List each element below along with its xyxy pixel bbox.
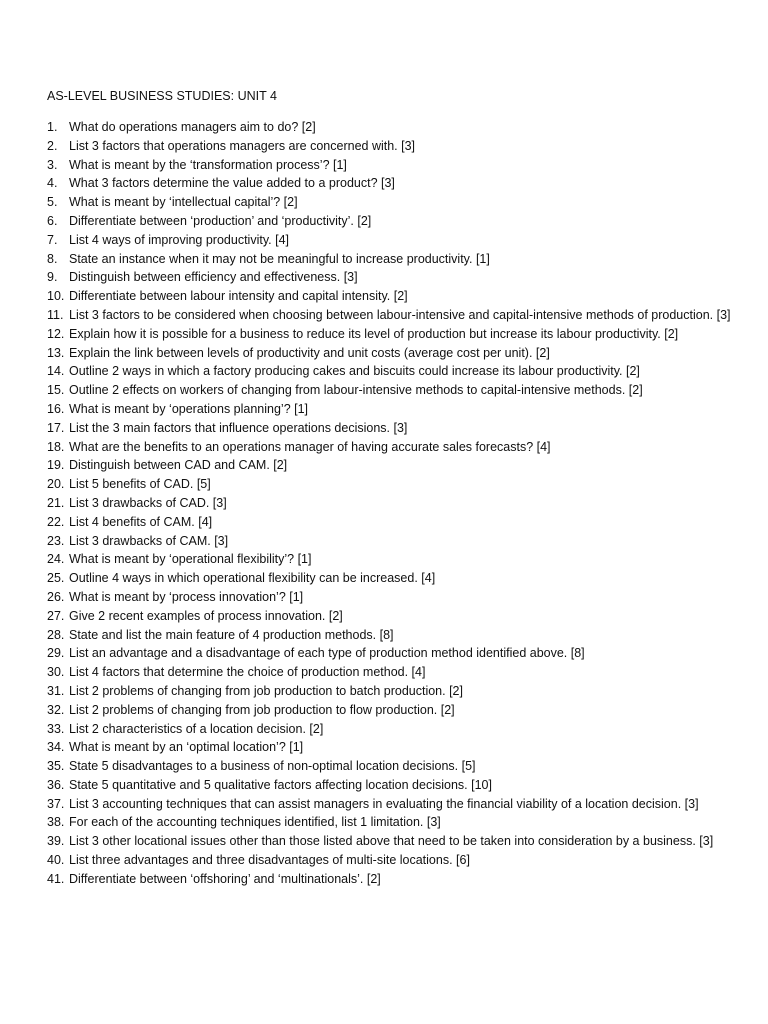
question-item [47, 607, 737, 626]
question-text: List 3 drawbacks of CAM. [3] [69, 533, 229, 548]
question-item [47, 588, 737, 607]
question-number: 39. [47, 834, 65, 849]
question-text: Distinguish between CAD and CAM. [2] [69, 458, 288, 473]
question-number: 13. [47, 345, 65, 360]
question-number: 30. [47, 665, 65, 680]
question-text: List 3 factors to be considered when choosing between labour-intensive and capital-intensive methods of production. [3] [69, 307, 731, 322]
question-item [47, 776, 737, 795]
question-text: What are the benefits to an operations manager of having accurate sales forecasts? [4] [69, 439, 551, 454]
question-text: List three advantages and three disadvantages of multi-site locations. [6] [69, 853, 470, 868]
question-text: List 3 factors that operations managers are concerned with. [3] [69, 138, 416, 153]
question-text: List 2 problems of changing from job production to batch production. [2] [69, 683, 463, 698]
question-item [47, 832, 737, 851]
question-item [47, 287, 737, 306]
question-item [47, 795, 737, 814]
question-text: Outline 2 ways in which a factory producing cakes and biscuits could increase its labour productivity. [2] [69, 364, 640, 379]
question-item [47, 438, 737, 457]
question-number: 34. [47, 740, 65, 755]
question-text: Explain the link between levels of productivity and unit costs (average cost per unit). [2] [69, 345, 550, 360]
question-text: List the 3 main factors that influence operations decisions. [3] [69, 420, 408, 435]
question-item [47, 663, 737, 682]
question-text: Give 2 recent examples of process innovation. [2] [69, 608, 343, 623]
question-text: List an advantage and a disadvantage of each type of production method identified above. [8] [69, 646, 585, 661]
question-number: 33. [47, 721, 65, 736]
question-item [47, 870, 737, 889]
question-number: 36. [47, 777, 65, 792]
question-text: List 3 accounting techniques that can assist managers in evaluating the financial viability of a location decision. [3] [69, 796, 699, 811]
question-item [47, 193, 737, 212]
question-number: 20. [47, 477, 65, 492]
question-number: 37. [47, 796, 65, 811]
question-item [47, 174, 737, 193]
question-text: Differentiate between labour intensity and capital intensity. [2] [69, 289, 408, 304]
question-number: 10. [47, 289, 65, 304]
question-text: Explain how it is possible for a business to reduce its level of production but increase its labour productivity. [2] [69, 326, 679, 341]
document-title: AS-LEVEL BUSINESS STUDIES: UNIT 4 [47, 89, 277, 103]
question-text: List 4 ways of improving productivity. [4] [69, 232, 289, 247]
question-number: 32. [47, 702, 65, 717]
question-text: List 5 benefits of CAD. [5] [69, 477, 211, 492]
question-number: 17. [47, 420, 65, 435]
question-text: Differentiate between ‘offshoring’ and ‘multinationals’. [2] [69, 871, 381, 886]
question-item [47, 231, 737, 250]
question-text: What is meant by the ‘transformation process’? [1] [69, 157, 347, 172]
question-item [47, 419, 737, 438]
question-number: 18. [47, 439, 65, 454]
question-text: List 4 factors that determine the choice of production method. [4] [69, 665, 426, 680]
question-number: 3. [47, 157, 58, 172]
question-text: What is meant by an ‘optimal location’? [1] [69, 740, 304, 755]
question-item [47, 325, 737, 344]
question-item [47, 475, 737, 494]
question-item [47, 268, 737, 287]
question-number: 1. [47, 120, 58, 134]
question-item [47, 156, 737, 175]
question-item [47, 456, 737, 475]
question-text: What is meant by ‘process innovation’? [1] [69, 589, 304, 604]
question-list [47, 118, 737, 889]
question-item [47, 569, 737, 588]
question-number: 9. [47, 270, 58, 285]
question-number: 6. [47, 213, 58, 228]
question-text: What do operations managers aim to do? [2] [69, 120, 316, 134]
question-number: 38. [47, 815, 65, 830]
question-number: 11. [47, 307, 64, 322]
question-item [47, 813, 737, 832]
question-text: Distinguish between efficiency and effectiveness. [3] [69, 270, 358, 285]
question-item [47, 757, 737, 776]
question-number: 5. [47, 195, 58, 210]
question-number: 16. [47, 401, 65, 416]
question-item [47, 720, 737, 739]
question-item [47, 682, 737, 701]
question-number: 28. [47, 627, 65, 642]
question-item [47, 550, 737, 569]
question-item [47, 738, 737, 757]
question-text: State 5 quantitative and 5 qualitative factors affecting location decisions. [10] [69, 777, 492, 792]
question-text: List 2 characteristics of a location decision. [2] [69, 721, 324, 736]
question-item [47, 344, 737, 363]
question-number: 7. [47, 232, 58, 247]
question-item [47, 137, 737, 156]
question-number: 41. [47, 871, 65, 886]
question-number: 31. [47, 683, 65, 698]
question-number: 40. [47, 853, 65, 868]
question-text: State 5 disadvantages to a business of non-optimal location decisions. [5] [69, 759, 476, 774]
question-number: 8. [47, 251, 58, 266]
question-text: What 3 factors determine the value added to a product? [3] [69, 176, 395, 191]
question-number: 14. [47, 364, 65, 379]
question-text: List 4 benefits of CAM. [4] [69, 514, 213, 529]
question-item [47, 532, 737, 551]
question-number: 4. [47, 176, 58, 191]
question-item [47, 851, 737, 870]
question-text: What is meant by ‘operational flexibility’? [1] [69, 552, 312, 567]
question-item [47, 118, 737, 137]
question-item [47, 626, 737, 645]
question-item [47, 362, 737, 381]
question-number: 24. [47, 552, 65, 567]
question-number: 29. [47, 646, 65, 661]
question-number: 26. [47, 589, 65, 604]
question-text: What is meant by ‘operations planning’? [1] [69, 401, 309, 416]
question-text: Differentiate between ‘production’ and ‘productivity’. [2] [69, 213, 372, 228]
question-item [47, 381, 737, 400]
question-item [47, 306, 737, 325]
question-number: 35. [47, 759, 65, 774]
question-item [47, 250, 737, 269]
question-item [47, 513, 737, 532]
question-number: 15. [47, 383, 65, 398]
question-text: Outline 2 effects on workers of changing from labour-intensive methods to capital-intensive methods. [2] [69, 383, 643, 398]
question-number: 19. [47, 458, 65, 473]
question-item [47, 644, 737, 663]
question-number: 27. [47, 608, 65, 623]
question-item [47, 701, 737, 720]
question-number: 22. [47, 514, 65, 529]
question-text: List 3 other locational issues other than those listed above that need to be taken into consideration by a business. [3] [69, 834, 714, 849]
question-number: 12. [47, 326, 65, 341]
question-text: List 3 drawbacks of CAD. [3] [69, 495, 227, 510]
question-item [47, 400, 737, 419]
question-item [47, 494, 737, 513]
question-item [47, 212, 737, 231]
question-number: 2. [47, 138, 58, 153]
question-text: State and list the main feature of 4 production methods. [8] [69, 627, 394, 642]
question-number: 23. [47, 533, 65, 548]
question-text: State an instance when it may not be meaningful to increase productivity. [1] [69, 251, 490, 266]
question-number: 25. [47, 571, 65, 586]
question-text: Outline 4 ways in which operational flexibility can be increased. [4] [69, 571, 436, 586]
question-text: For each of the accounting techniques identified, list 1 limitation. [3] [69, 815, 441, 830]
question-text: What is meant by ‘intellectual capital’? [2] [69, 195, 298, 210]
question-number: 21. [47, 495, 65, 510]
question-text: List 2 problems of changing from job production to flow production. [2] [69, 702, 455, 717]
